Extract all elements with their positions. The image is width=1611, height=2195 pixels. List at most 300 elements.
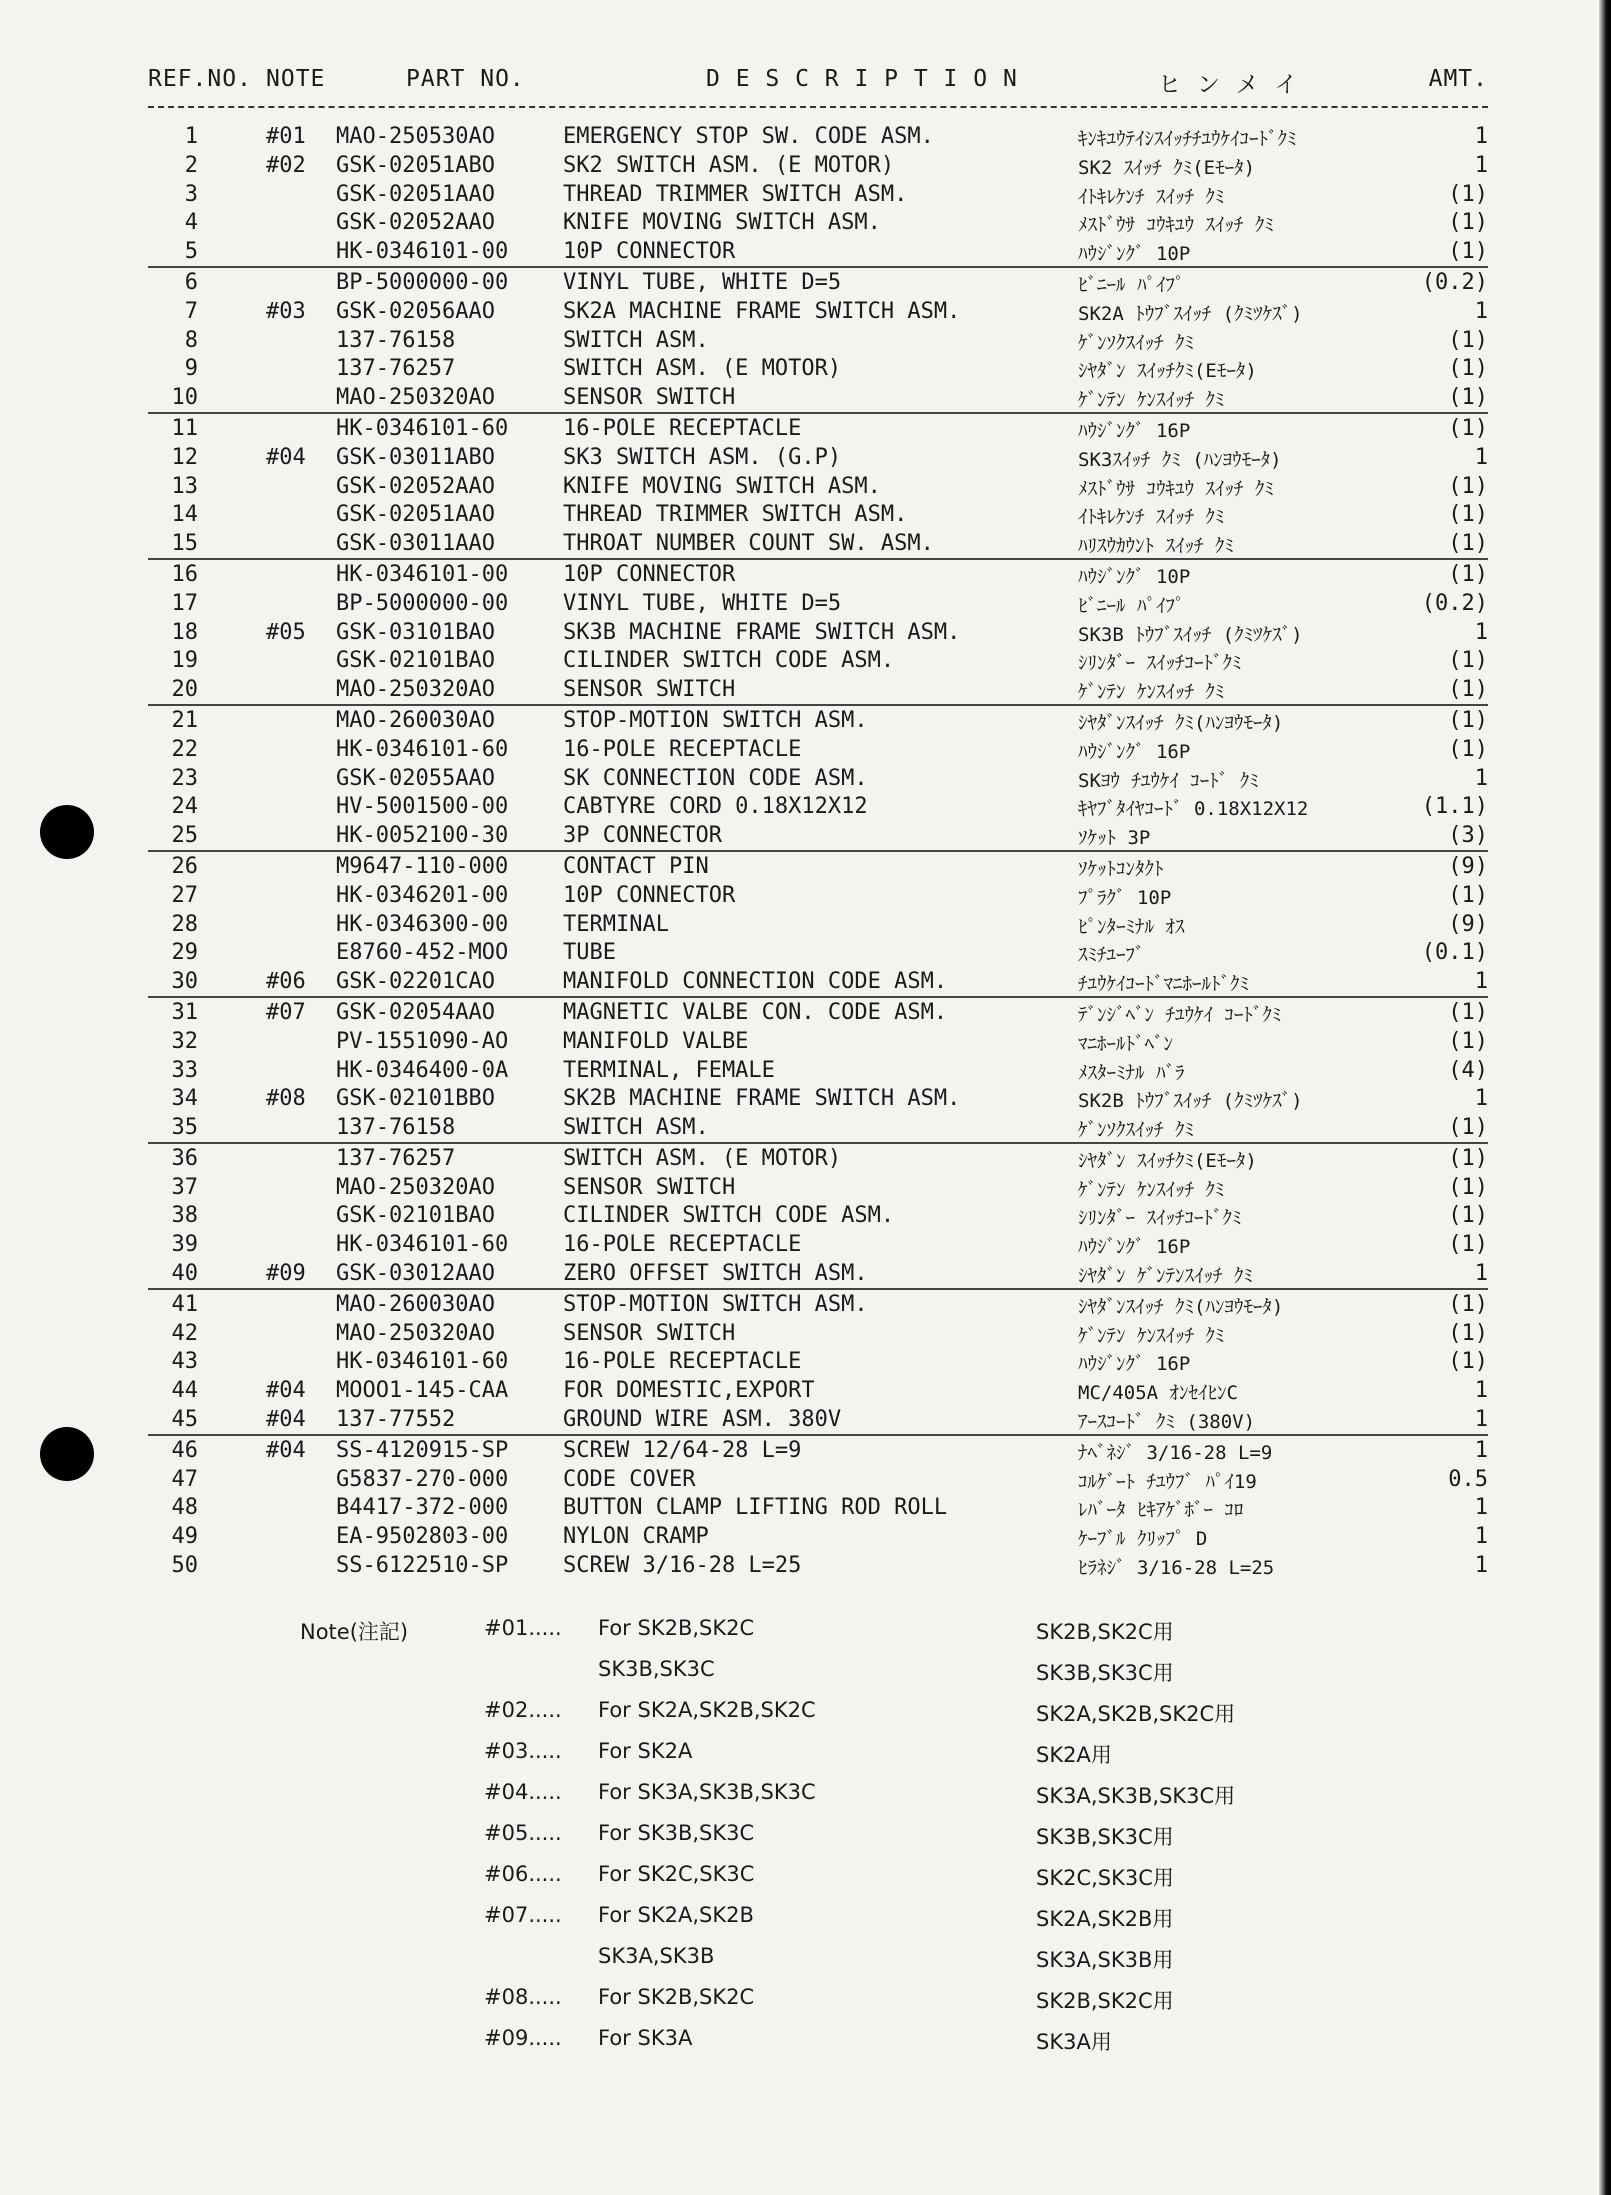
ref-no-cell: 22 (171, 736, 198, 762)
table-row (148, 529, 1488, 560)
table-row (148, 560, 1488, 589)
part-no-cell: 137-76257 (336, 356, 456, 382)
part-no-cell: 137-77552 (336, 1407, 456, 1433)
hinmei-cell: ｹﾞﾝﾃﾝ ｹﾝｽｲｯﾁ ｸﾐ (1078, 1324, 1225, 1347)
description-cell: FOR DOMESTIC,EXPORT (563, 1378, 815, 1404)
note-line (300, 1774, 1300, 1815)
description-cell: CODE COVER (563, 1466, 696, 1492)
ref-no-cell: 30 (171, 969, 198, 995)
part-no-cell: SS-4120915-SP (336, 1437, 509, 1463)
amount-cell: (1) (1448, 473, 1488, 499)
table-row (148, 1347, 1488, 1376)
amount-cell: 1 (1474, 1524, 1488, 1550)
amount-cell: 1 (1474, 1437, 1488, 1463)
hinmei-cell: ｼﾔﾀﾞﾝｽｲｯﾁ ｸﾐ(ﾊﾝﾖｳﾓｰﾀ) (1078, 1295, 1284, 1318)
ref-no-cell: 13 (171, 473, 198, 499)
description-cell: ZERO OFFSET SWITCH ASM. (563, 1261, 868, 1287)
note-code: #04..... (484, 1780, 562, 1804)
parts-table (148, 122, 1488, 1580)
ref-no-cell: 50 (171, 1553, 198, 1579)
table-row (148, 443, 1488, 472)
description-cell: SK2B MACHINE FRAME SWITCH ASM. (563, 1086, 961, 1112)
scan-edge (1599, 0, 1611, 2195)
amount-cell: (9) (1448, 911, 1488, 937)
hinmei-cell: ｲﾄｷﾚｹﾝﾁ ｽｲｯﾁ ｸﾐ (1078, 506, 1225, 529)
table-row (148, 1173, 1488, 1202)
amount-cell: (1) (1448, 561, 1488, 587)
hinmei-cell: ｼﾔﾀﾞﾝｽｲｯﾁ ｸﾐ(ﾊﾝﾖｳﾓｰﾀ) (1078, 711, 1284, 734)
punch-hole (40, 805, 94, 859)
table-row (148, 764, 1488, 793)
note-applies-to-jp: SK3B,SK3C用 (1036, 1825, 1174, 1849)
hinmei-cell: ﾊｳｼﾞﾝｸﾞ 10P (1078, 243, 1191, 266)
description-cell: STOP-MOTION SWITCH ASM. (563, 1291, 868, 1317)
description-cell: MANIFOLD VALBE (563, 1028, 749, 1054)
table-row (148, 1201, 1488, 1230)
amount-cell: (0.1) (1421, 940, 1488, 966)
description-cell: TUBE (563, 940, 616, 966)
table-row (148, 1230, 1488, 1259)
ref-no-cell: 16 (171, 561, 198, 587)
hinmei-cell: MC/405A ｵﾝｾｲﾋﾝC (1078, 1382, 1238, 1405)
table-row (148, 706, 1488, 735)
ref-no-cell: 21 (171, 707, 198, 733)
amount-cell: (1) (1448, 1145, 1488, 1171)
amount-cell: (1) (1448, 415, 1488, 441)
amount-cell: (1) (1448, 1291, 1488, 1317)
punch-hole (40, 1427, 94, 1481)
amount-cell: (1) (1448, 736, 1488, 762)
hinmei-cell: ﾅﾍﾞﾈｼﾞ 3/16-28 L=9 (1078, 1441, 1273, 1464)
description-cell: MANIFOLD CONNECTION CODE ASM. (563, 969, 948, 995)
part-no-cell: E8760-452-MOO (336, 940, 509, 966)
ref-no-cell: 36 (171, 1145, 198, 1171)
note-applies-to-jp: SK3A用 (1036, 2030, 1112, 2054)
part-no-cell: HK-0346101-60 (336, 736, 509, 762)
description-cell: 16-POLE RECEPTACLE (563, 415, 802, 441)
note-applies-to-jp: SK2A,SK2B用 (1036, 1907, 1174, 1931)
description-cell: SK3B MACHINE FRAME SWITCH ASM. (563, 619, 961, 645)
table-row (148, 618, 1488, 647)
description-cell: 10P CONNECTOR (563, 561, 736, 587)
table-row (148, 852, 1488, 881)
hinmei-cell: ｲﾄｷﾚｹﾝﾁ ｽｲｯﾁ ｸﾐ (1078, 185, 1225, 208)
ref-no-cell: 44 (171, 1378, 198, 1404)
hinmei-cell: ｼﾔﾀﾞﾝ ｹﾞﾝﾃﾝｽｲｯﾁ ｸﾐ (1078, 1265, 1253, 1288)
hinmei-cell: ｷﾝｷﾕｳﾃｲｼｽｲｯﾁﾁﾕｳｹｲｺｰﾄﾞｸﾐ (1078, 128, 1297, 150)
amount-cell: (0.2) (1421, 269, 1488, 295)
amount-cell: (1) (1448, 356, 1488, 382)
table-row (148, 735, 1488, 764)
hinmei-cell: ｿｹｯﾄｺﾝﾀｸﾄ (1078, 857, 1164, 880)
table-row (148, 589, 1488, 618)
description-cell: 10P CONNECTOR (563, 882, 736, 908)
hinmei-cell: ｼﾔﾀﾞﾝ ｽｲｯﾁｸﾐ(Eﾓｰﾀ) (1078, 360, 1257, 383)
note-applies-to-jp: SK3B,SK3C用 (1036, 1661, 1174, 1685)
ref-no-cell: 12 (171, 444, 198, 470)
table-row (148, 1551, 1488, 1580)
part-no-cell: GSK-02056AAO (336, 298, 495, 324)
description-cell: CONTACT PIN (563, 853, 709, 879)
amount-cell: 1 (1474, 1086, 1488, 1112)
hinmei-cell: ﾏﾆﾎｰﾙﾄﾞﾍﾞﾝ (1078, 1032, 1174, 1055)
table-row (148, 1319, 1488, 1348)
hinmei-cell: ｼﾔﾀﾞﾝ ｽｲｯﾁｸﾐ(Eﾓｰﾀ) (1078, 1149, 1257, 1172)
amount-cell: (1) (1448, 1232, 1488, 1258)
part-no-cell: GSK-02201CAO (336, 969, 495, 995)
ref-no-cell: 23 (171, 765, 198, 791)
header-part-no: PART NO. (406, 66, 525, 92)
note-applies-to: For SK2C,SK3C (598, 1862, 755, 1886)
hinmei-cell: SK2A ﾄｳﾌﾞｽｲｯﾁ (ｸﾐﾂｹｽﾞ) (1078, 302, 1303, 325)
description-cell: CILINDER SWITCH CODE ASM. (563, 1203, 895, 1229)
part-no-cell: MAO-250320AO (336, 1174, 495, 1200)
note-line (300, 1897, 1300, 1938)
table-row (148, 998, 1488, 1027)
amount-cell: (3) (1448, 823, 1488, 849)
note-applies-to: For SK3A,SK3B,SK3C (598, 1780, 816, 1804)
table-row (148, 151, 1488, 180)
description-cell: SK2A MACHINE FRAME SWITCH ASM. (563, 298, 961, 324)
part-no-cell: 137-76257 (336, 1145, 456, 1171)
amount-cell: (1.1) (1421, 794, 1488, 820)
part-no-cell: GSK-02051AAO (336, 181, 495, 207)
hinmei-cell: SK3B ﾄｳﾌﾞｽｲｯﾁ (ｸﾐﾂｹｽﾞ) (1078, 623, 1303, 646)
amount-cell: (1) (1448, 531, 1488, 557)
table-row (148, 122, 1488, 151)
note-applies-to-jp: SK2B,SK2C用 (1036, 1620, 1174, 1644)
ref-no-cell: 2 (184, 152, 198, 178)
note-applies-to-jp: SK2C,SK3C用 (1036, 1866, 1174, 1890)
table-row (148, 821, 1488, 852)
part-no-cell: MAO-250530AO (336, 124, 495, 149)
note-applies-to: For SK3B,SK3C (598, 1821, 755, 1845)
hinmei-cell: ﾁﾕｳｹｲｺｰﾄﾞﾏﾆﾎｰﾙﾄﾞｸﾐ (1078, 973, 1250, 996)
amount-cell: 1 (1474, 444, 1488, 470)
part-no-cell: HK-0346101-00 (336, 239, 509, 265)
hinmei-cell: ﾋﾟﾝﾀｰﾐﾅﾙ ｵｽ (1078, 915, 1185, 938)
note-cell: #04 (266, 1378, 306, 1404)
description-cell: SENSOR SWITCH (563, 1320, 736, 1346)
amount-cell: (1) (1448, 1203, 1488, 1229)
description-cell: THROAT NUMBER COUNT SW. ASM. (563, 531, 934, 557)
hinmei-cell: ｿｹｯﾄ 3P (1078, 827, 1151, 850)
note-cell: #04 (266, 1437, 306, 1463)
ref-no-cell: 39 (171, 1232, 198, 1258)
ref-no-cell: 28 (171, 911, 198, 937)
ref-no-cell: 48 (171, 1495, 198, 1521)
note-applies-to-jp: SK2A,SK2B,SK2C用 (1036, 1702, 1236, 1726)
ref-no-cell: 32 (171, 1028, 198, 1054)
header-divider (148, 106, 1488, 108)
table-row (148, 1465, 1488, 1494)
part-no-cell: M9647-110-000 (336, 853, 509, 879)
ref-no-cell: 37 (171, 1174, 198, 1200)
header-ref-no: REF.NO. (148, 66, 252, 92)
header-description: D E S C R I P T I O N (706, 66, 1018, 92)
note-applies-to-jp: SK3A,SK3B,SK3C用 (1036, 1784, 1236, 1808)
table-row (148, 208, 1488, 237)
part-no-cell: MOOO1-145-CAA (336, 1378, 509, 1404)
amount-cell: 1 (1474, 152, 1488, 178)
amount-cell: (0.2) (1421, 590, 1488, 616)
hinmei-cell: ｹﾞﾝｿｸｽｲｯﾁ ｸﾐ (1078, 1119, 1194, 1142)
ref-no-cell: 1 (184, 124, 198, 149)
amount-cell: (1) (1448, 1115, 1488, 1141)
description-cell: CABTYRE CORD 0.18X12X12 (563, 794, 868, 820)
description-cell: SENSOR SWITCH (563, 677, 736, 703)
amount-cell: (1) (1448, 210, 1488, 236)
ref-no-cell: 43 (171, 1349, 198, 1375)
description-cell: MAGNETIC VALBE CON. CODE ASM. (563, 999, 948, 1025)
amount-cell: 1 (1474, 124, 1488, 149)
table-row (148, 326, 1488, 355)
note-label: Note(注記) (300, 1620, 409, 1644)
table-row (148, 472, 1488, 501)
ref-no-cell: 47 (171, 1466, 198, 1492)
table-row (148, 910, 1488, 939)
description-cell: 10P CONNECTOR (563, 239, 736, 265)
part-no-cell: EA-9502803-00 (336, 1524, 509, 1550)
note-code: #07..... (484, 1903, 562, 1927)
table-row (148, 967, 1488, 998)
description-cell: BUTTON CLAMP LIFTING ROD ROLL (563, 1495, 948, 1521)
amount-cell: (1) (1448, 181, 1488, 207)
amount-cell: (9) (1448, 853, 1488, 879)
part-no-cell: GSK-02051AAO (336, 502, 495, 528)
table-row (148, 1113, 1488, 1144)
table-row (148, 180, 1488, 209)
note-code: #08..... (484, 1985, 562, 2009)
note-applies-to: For SK2A (598, 1739, 693, 1763)
description-cell: NYLON CRAMP (563, 1524, 709, 1550)
note-cell: #06 (266, 969, 306, 995)
amount-cell: (1) (1448, 1349, 1488, 1375)
hinmei-cell: ｱｰｽｺｰﾄﾞ ｸﾐ (380V) (1078, 1411, 1256, 1434)
part-no-cell: BP-5000000-00 (336, 590, 509, 616)
part-no-cell: HK-0346101-60 (336, 415, 509, 441)
description-cell: 16-POLE RECEPTACLE (563, 1232, 802, 1258)
ref-no-cell: 24 (171, 794, 198, 820)
part-no-cell: MAO-250320AO (336, 1320, 495, 1346)
hinmei-cell: ｹﾞﾝﾃﾝ ｹﾝｽｲｯﾁ ｸﾐ (1078, 389, 1225, 412)
note-cell: #04 (266, 1407, 306, 1433)
part-no-cell: GSK-02052AAO (336, 473, 495, 499)
amount-cell: (1) (1448, 327, 1488, 353)
note-applies-to: For SK3A (598, 2026, 693, 2050)
note-cell: #02 (266, 152, 306, 178)
ref-no-cell: 27 (171, 882, 198, 908)
table-row (148, 237, 1488, 268)
hinmei-cell: ﾊｳｼﾞﾝｸﾞ 10P (1078, 565, 1191, 588)
part-no-cell: 137-76158 (336, 1115, 456, 1141)
description-cell: EMERGENCY STOP SW. CODE ASM. (563, 124, 934, 149)
ref-no-cell: 7 (184, 298, 198, 324)
ref-no-cell: 41 (171, 1291, 198, 1317)
table-row (148, 1405, 1488, 1436)
note-applies-to-jp: SK3A,SK3B用 (1036, 1948, 1174, 1972)
part-no-cell: HK-0346101-60 (336, 1232, 509, 1258)
ref-no-cell: 15 (171, 531, 198, 557)
note-applies-to: For SK2A,SK2B,SK2C (598, 1698, 816, 1722)
hinmei-cell: ｹｰﾌﾞﾙ ｸﾘｯﾌﾟ D (1078, 1528, 1208, 1551)
description-cell: 16-POLE RECEPTACLE (563, 736, 802, 762)
amount-cell: (1) (1448, 707, 1488, 733)
part-no-cell: B4417-372-000 (336, 1495, 509, 1521)
part-no-cell: GSK-03011AAO (336, 531, 495, 557)
note-cell: #05 (266, 619, 306, 645)
note-applies-to: SK3A,SK3B (598, 1944, 715, 1968)
table-row (148, 675, 1488, 706)
amount-cell: (1) (1448, 1174, 1488, 1200)
table-row (148, 1084, 1488, 1113)
ref-no-cell: 19 (171, 648, 198, 674)
ref-no-cell: 17 (171, 590, 198, 616)
hinmei-cell: ﾊｳｼﾞﾝｸﾞ 16P (1078, 740, 1191, 763)
part-no-cell: GSK-02101BBO (336, 1086, 495, 1112)
table-row (148, 268, 1488, 297)
hinmei-cell: ﾊｳｼﾞﾝｸﾞ 16P (1078, 1236, 1191, 1259)
amount-cell: (1) (1448, 999, 1488, 1025)
description-cell: THREAD TRIMMER SWITCH ASM. (563, 502, 908, 528)
note-line (300, 1610, 1300, 1651)
part-no-cell: HV-5001500-00 (336, 794, 509, 820)
ref-no-cell: 25 (171, 823, 198, 849)
part-no-cell: GSK-02055AAO (336, 765, 495, 791)
note-applies-to: For SK2A,SK2B (598, 1903, 754, 1927)
hinmei-cell: ﾒｽﾄﾞｳｻ ｺｳｷﾕｳ ｽｲｯﾁ ｸﾐ (1078, 477, 1274, 500)
note-cell: #07 (266, 999, 306, 1025)
table-row (148, 383, 1488, 414)
hinmei-cell: ﾚﾊﾞｰﾀ ﾋｷｱｹﾞﾎﾞｰ ｺﾛ (1078, 1499, 1244, 1522)
hinmei-cell: ﾒｽﾄﾞｳｻ ｺｳｷﾕｳ ｽｲｯﾁ ｸﾐ (1078, 214, 1274, 237)
table-row (148, 1436, 1488, 1465)
hinmei-cell: SK3ｽｲｯﾁ ｸﾐ (ﾊﾝﾖｳﾓｰﾀ) (1078, 448, 1282, 471)
description-cell: TERMINAL, FEMALE (563, 1057, 775, 1083)
note-line (300, 1733, 1300, 1774)
amount-cell: (1) (1448, 385, 1488, 411)
note-applies-to: SK3B,SK3C (598, 1657, 715, 1681)
description-cell: 3P CONNECTOR (563, 823, 722, 849)
table-row (148, 1259, 1488, 1290)
hinmei-cell: ｺﾙｹﾞｰﾄ ﾁﾕｳﾌﾞ ﾊﾟｲ19 (1078, 1470, 1257, 1493)
header-hinmei: ヒ ン メ イ (1158, 72, 1299, 98)
description-cell: SWITCH ASM. (563, 327, 709, 353)
table-row (148, 297, 1488, 326)
part-no-cell: MAO-250320AO (336, 677, 495, 703)
hinmei-cell: ﾃﾞﾝｼﾞﾍﾞﾝ ﾁﾕｳｹｲ ｺｰﾄﾞｸﾐ (1078, 1003, 1282, 1026)
description-cell: VINYL TUBE, WHITE D=5 (563, 590, 842, 616)
part-no-cell: GSK-02051ABO (336, 152, 495, 178)
hinmei-cell: ｽﾐﾁﾕｰﾌﾞ (1078, 944, 1145, 967)
ref-no-cell: 10 (171, 385, 198, 411)
ref-no-cell: 5 (184, 239, 198, 265)
hinmei-cell: ｹﾞﾝﾃﾝ ｹﾝｽｲｯﾁ ｸﾐ (1078, 1178, 1225, 1201)
table-row (148, 881, 1488, 910)
ref-no-cell: 9 (184, 356, 198, 382)
hinmei-cell: ｹﾞﾝｿｸｽｲｯﾁ ｸﾐ (1078, 331, 1194, 354)
note-code: #02..... (484, 1698, 562, 1722)
ref-no-cell: 35 (171, 1115, 198, 1141)
description-cell: SENSOR SWITCH (563, 1174, 736, 1200)
note-cell: #03 (266, 298, 306, 324)
hinmei-cell: ﾒｽﾀｰﾐﾅﾙ ﾊﾞﾗ (1078, 1061, 1185, 1084)
amount-cell: (4) (1448, 1057, 1488, 1083)
header-amt: AMT. (1428, 66, 1488, 92)
description-cell: SCREW 3/16-28 L=25 (563, 1553, 802, 1579)
amount-cell: (1) (1448, 1028, 1488, 1054)
hinmei-cell: ﾊｳｼﾞﾝｸﾞ 16P (1078, 419, 1191, 442)
note-cell: #01 (266, 124, 306, 149)
amount-cell: 1 (1474, 1261, 1488, 1287)
note-cell: #09 (266, 1261, 306, 1287)
part-no-cell: HK-0052100-30 (336, 823, 509, 849)
ref-no-cell: 45 (171, 1407, 198, 1433)
part-no-cell: HK-0346300-00 (336, 911, 509, 937)
note-line (300, 1651, 1300, 1692)
hinmei-cell: ﾊｳｼﾞﾝｸﾞ 16P (1078, 1353, 1191, 1376)
amount-cell: 0.5 (1448, 1466, 1488, 1492)
hinmei-cell: ﾋﾞﾆｰﾙ ﾊﾟｲﾌﾟ (1078, 273, 1185, 296)
note-line (300, 1856, 1300, 1897)
part-no-cell: SS-6122510-SP (336, 1553, 509, 1579)
header-note: NOTE (266, 66, 326, 92)
table-row (148, 1493, 1488, 1522)
table-row (148, 938, 1488, 967)
part-no-cell: GSK-02054AAO (336, 999, 495, 1025)
hinmei-cell: SKﾖｳ ﾁﾕｳｹｲ ｺｰﾄﾞ ｸﾐ (1078, 769, 1259, 792)
amount-cell: 1 (1474, 1378, 1488, 1404)
hinmei-cell: SK2B ﾄｳﾌﾞｽｲｯﾁ (ｸﾐﾂｹｽﾞ) (1078, 1090, 1303, 1113)
description-cell: VINYL TUBE, WHITE D=5 (563, 269, 842, 295)
ref-no-cell: 38 (171, 1203, 198, 1229)
notes-section (300, 1610, 1300, 2061)
amount-cell: (1) (1448, 502, 1488, 528)
note-applies-to-jp: SK2B,SK2C用 (1036, 1989, 1174, 2013)
note-line (300, 1938, 1300, 1979)
part-no-cell: MAO-250320AO (336, 385, 495, 411)
amount-cell: 1 (1474, 1495, 1488, 1521)
table-row (148, 1027, 1488, 1056)
note-line (300, 2020, 1300, 2061)
description-cell: SENSOR SWITCH (563, 385, 736, 411)
ref-no-cell: 42 (171, 1320, 198, 1346)
hinmei-cell: SK2 ｽｲｯﾁ ｸﾐ(Eﾓｰﾀ) (1078, 156, 1256, 179)
ref-no-cell: 31 (171, 999, 198, 1025)
description-cell: CILINDER SWITCH CODE ASM. (563, 648, 895, 674)
part-no-cell: HK-0346101-60 (336, 1349, 509, 1375)
note-cell: #04 (266, 444, 306, 470)
note-code: #03..... (484, 1739, 562, 1763)
part-no-cell: HK-0346101-00 (336, 561, 509, 587)
description-cell: GROUND WIRE ASM. 380V (563, 1407, 842, 1433)
ref-no-cell: 8 (184, 327, 198, 353)
table-row (148, 354, 1488, 383)
amount-cell: (1) (1448, 882, 1488, 908)
part-no-cell: 137-76158 (336, 327, 456, 353)
amount-cell: 1 (1474, 765, 1488, 791)
note-code: #09..... (484, 2026, 562, 2050)
part-no-cell: MAO-260030AO (336, 707, 495, 733)
description-cell: SCREW 12/64-28 L=9 (563, 1437, 802, 1463)
part-no-cell: GSK-02052AAO (336, 210, 495, 236)
part-no-cell: GSK-02101BAO (336, 648, 495, 674)
description-cell: SK2 SWITCH ASM. (E MOTOR) (563, 152, 895, 178)
table-row (148, 500, 1488, 529)
table-header (148, 62, 1488, 98)
amount-cell: 1 (1474, 1407, 1488, 1433)
description-cell: KNIFE MOVING SWITCH ASM. (563, 210, 881, 236)
